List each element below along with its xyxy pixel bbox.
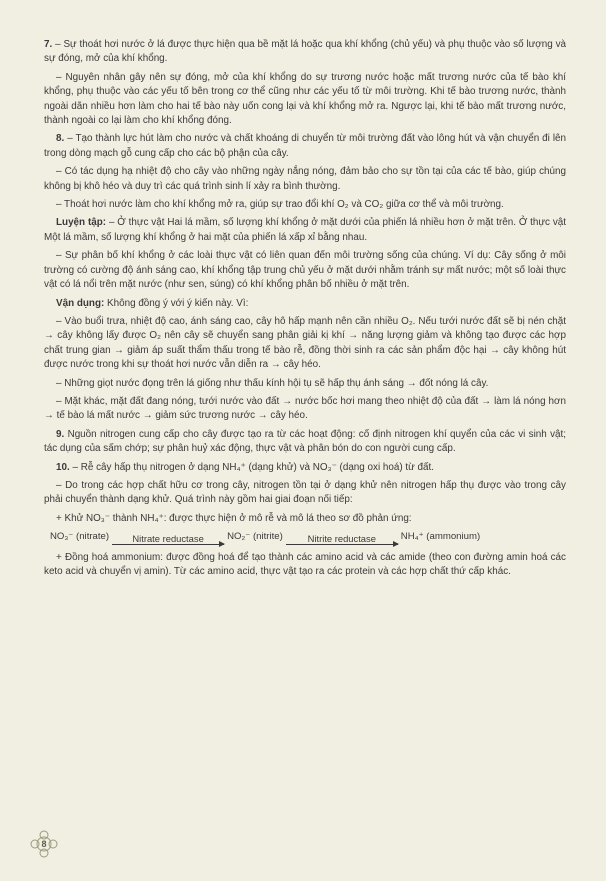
paragraph: – Mặt khác, mặt đất đang nóng, tưới nước vào đất → nước bốc hơi mang theo nhiệt độ của đất → làm lá nóng hơn → tế bào lá mất nước → giảm sức trương nước → cây héo. [44, 395, 566, 422]
paragraph: – Sự phân bố khí khổng ở các loài thực vật có liên quan đến môi trường sống của chúng. Ví dụ: Cây sống ở môi trường có cường độ ánh sáng cao, khí khổng tập trung chủ yếu ở mặt dưới nhằm tránh sự mất nước; một số loài thực vật có lá nổi trên mặt nước (như sen, súng) có khí khổng phân bố nhiều ở mặt trên. [44, 250, 566, 291]
paragraph: – Vào buổi trưa, nhiệt độ cao, ánh sáng cao, cây hô hấp mạnh nên cần nhiều O₂. Nếu tưới nước đất sẽ bị nén chặt → cây không lấy được O₂ nên cây sẽ chuyển sang phân giải kị khí → năng lượng giảm và không tạo được các hợp chất trung gian → giảm áp suất thẩm thấu trong tế bào rễ, đồng thời sinh ra các sản phẩm độc hại → cây không hút được nước trong khi sự thoát hơi nước vẫn diễn ra → cây héo. [44, 315, 566, 371]
paragraph-practice: Luyện tập: – Ở thực vật Hai lá mầm, số lượng khí khổng ở mặt dưới của phiến lá nhiều hơn ở mặt trên. Ở thực vật Một lá mầm, số lượng khí khổng ở hai mặt của phiến lá xấp xỉ bằng nhau. [44, 217, 566, 243]
paragraph-8: 8. – Tạo thành lực hút làm cho nước và chất khoáng di chuyển từ môi trường đất vào lông hút và vận chuyển đi lên trong dòng mạch gỗ cung cấp cho các bộ phận của cây. [44, 133, 566, 159]
equation-end: NH₄⁺ (ammonium) [400, 531, 481, 543]
paragraph-7: 7. – Sự thoát hơi nước ở lá được thực hiện qua bề mặt lá hoặc qua khí khổng (chủ yếu) và phụ thuộc vào số lượng và sự đóng, mở của khí khổng. [44, 39, 567, 65]
reaction-arrow-1 [112, 533, 224, 545]
enzyme-label: Nitrite reductase [307, 532, 376, 544]
equation-start: NO₃⁻ (nitrate) [50, 531, 110, 543]
paragraph-10: 10. – Rễ cây hấp thụ nitrogen ở dạng NH₄⁺ (dạng khử) và NO₃⁻ (dạng oxi hoá) từ đất. [56, 461, 434, 473]
page-content [44, 38, 566, 583]
paragraph: – Thoát hơi nước làm cho khí khổng mở ra, giúp sự trao đổi khí O₂ và CO₂ giữa cơ thể và môi trường. [56, 199, 504, 211]
arrow-right-icon [286, 544, 398, 545]
paragraph: – Những giọt nước đọng trên lá giống như thấu kính hội tụ sẽ hấp thụ ánh sáng → đốt nóng lá cây. [56, 377, 489, 389]
paragraph: – Nguyên nhân gây nên sự đóng, mở của khí khổng do sự trương nước hoặc mất trương nước của tế bào khí khổng, phụ thuộc vào các yếu tố bên trong cơ thể cũng như các yếu tố từ môi trường. Khi tế bào trương nước, thành ngoài dãn nhiều hơn làm cho hai tế bào này uốn cong lại và khí khổng mở ra. Ngược lại, khi tế bào mất trương nước, thành ngoài co lại làm cho khí khổng đóng. [44, 71, 566, 127]
reaction-equation [50, 530, 566, 544]
paragraph: + Đồng hoá ammonium: được đồng hoá để tạo thành các amino acid và các amide (theo con đường amin hoá các keto acid và chuyển vị amin). Từ các amino acid, thực vật tạo ra các protein và các hợp chất thứ cấp khác. [44, 551, 566, 577]
paragraph: – Do trong các hợp chất hữu cơ trong cây, nitrogen tồn tại ở dạng khử nên nitrogen hấp thụ được vào trong cây phải chuyển thành dạng khử. Quá trình này gồm hai giai đoạn nối tiếp: [44, 479, 566, 506]
page-number: 8 [41, 839, 47, 849]
paragraph-9: 9. Nguồn nitrogen cung cấp cho cây được tạo ra từ các hoạt động: cố định nitrogen khí quyển của các vi sinh vật; tác dụng của sấm chớp; sự phân huỷ xác động, thực vật và phân bón do con người cung cấp. [44, 428, 566, 455]
paragraph-application: Vận dụng: Không đồng ý với ý kiến này. Vì: [56, 297, 249, 309]
paragraph: + Khử NO₃⁻ thành NH₄⁺: được thực hiện ở mô rễ và mô lá theo sơ đồ phản ứng: [56, 512, 412, 524]
reaction-arrow-2 [286, 533, 398, 545]
page-number-badge [30, 830, 58, 858]
enzyme-label: Nitrate reductase [132, 532, 204, 544]
equation-mid: NO₂⁻ (nitrite) [227, 531, 283, 543]
paragraph: – Có tác dụng hạ nhiệt độ cho cây vào những ngày nắng nóng, đảm bảo cho sự tồn tại của các tế bào, giúp chúng không bị khô héo và duy trì các quá trình sinh lí xảy ra bình thường. [44, 166, 566, 192]
arrow-right-icon [112, 544, 224, 545]
